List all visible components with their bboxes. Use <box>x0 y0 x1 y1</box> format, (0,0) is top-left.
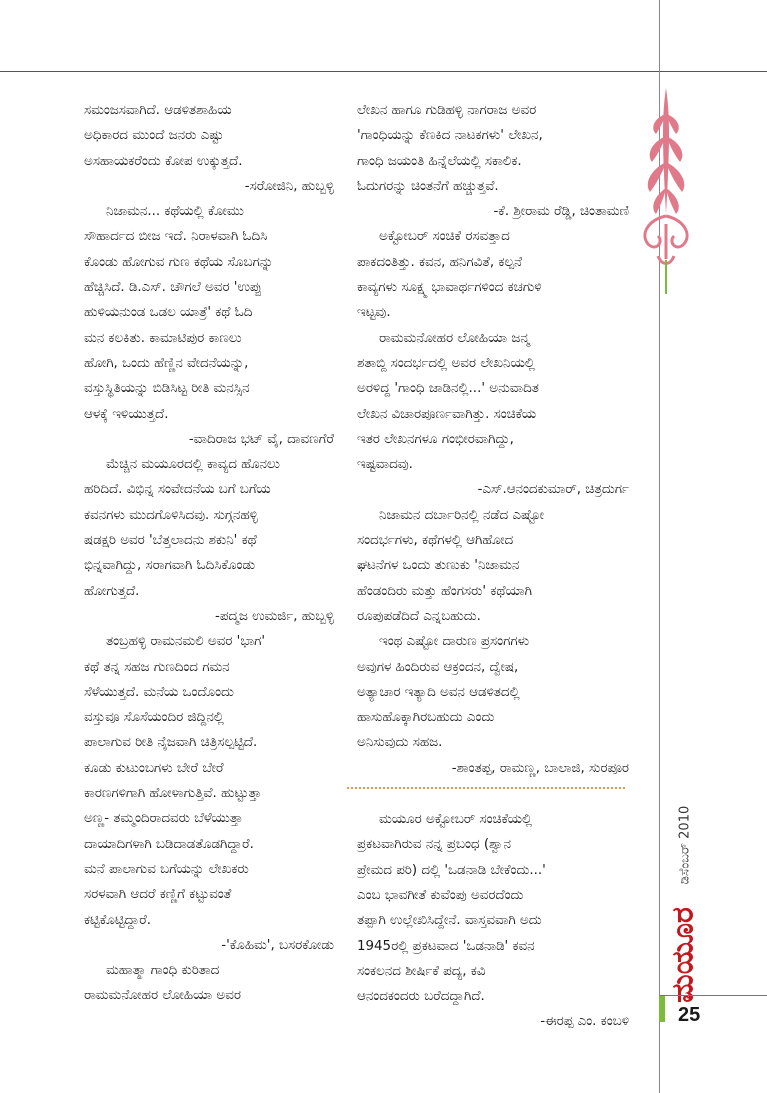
letter <box>84 199 334 452</box>
letter-line: ಅಧಿಕಾರದ ಮುಂದೆ ಜನರು ಎಷ್ಟು <box>84 128 224 144</box>
letter-line: ಅನಿಸುವುದು ಸಹಜ. <box>357 735 443 751</box>
letter-line: ಅರಳಿದ್ದ 'ಗಾಂಧಿ ಜಾಡಿನಲ್ಲಿ...' ಅನುವಾದಿತ <box>357 381 539 397</box>
letter-line: ಅಣ್ಣ- ತಮ್ಮಂದಿರಾದವರು ಬೆಳೆಯುತ್ತಾ <box>84 811 243 827</box>
letter-line: ಗಾಂಧಿ ಜಯಂತಿ ಹಿನ್ನೆಲೆಯಲ್ಲಿ ಸಕಾಲಿಕ. <box>357 153 522 169</box>
letter-line: ತಂಬ್ರಹಳ್ಳಿ ರಾಮನಮಲಿ ಅವರ 'ಭಾಗ' <box>106 634 266 650</box>
dotted-divider <box>347 787 625 789</box>
letter-line: ಷಡಕ್ಷರಿ ಅವರ 'ಬೆತ್ತಲಾದನು ಶಕುನಿ' ಕಥೆ <box>84 533 257 549</box>
letter-line: ಕಥೆ ತನ್ನ ಸಹಜ ಗುಣದಿಂದ ಗಮನ <box>84 659 230 675</box>
letter-line: ಮನ ಕಲಕಿತು. ಕಾಮಾಟಿಪುರ ಕಾಣಲು <box>84 330 242 346</box>
letter-line: ಶತಾಬ್ದಿ ಸಂದರ್ಭದಲ್ಲಿ ಅವರ ಲೇಖನಿಯಲ್ಲಿ <box>357 355 535 371</box>
letter-signature: -ಕೆ. ಶ್ರೀರಾಮ ರೆಡ್ಡಿ, ಚಿಂತಾಮಣಿ <box>493 204 629 220</box>
footer-rule <box>659 995 767 996</box>
letter-line: ಕೊಂಡು ಹೋಗುವ ಗುಣ ಕಥೆಯ ಸೊಬಗನ್ನು <box>84 254 274 270</box>
letter-line: ಘಟನೆಗಳ ಒಂದು ತುಣುಕು 'ನಿಜಾಮನ <box>357 558 520 574</box>
letter-line: ಸಮಂಜಸವಾಗಿದೆ. ಆಡಳಿತಶಾಹಿಯ <box>84 103 232 118</box>
letter-line: ಕೂಡು ಕುಟುಂಬಗಳು ಬೇರೆ ಬೇರೆ <box>84 760 224 776</box>
letter-line: ಓದುಗರನ್ನು ಚಿಂತನೆಗೆ ಹಚ್ಚುತ್ತವೆ. <box>357 178 499 194</box>
letter-line: ಮೆಚ್ಚಿನ ಮಯೂರದಲ್ಲಿ ಕಾವ್ಯದ ಹೊನಲು <box>106 457 280 473</box>
letter-line: ಹರಿದಿದೆ. ವಿಭಿನ್ನ ಸಂವೇದನೆಯ ಬಗೆ ಬಗೆಯ <box>84 482 271 498</box>
letter-line: ಸೌಹಾರ್ದದ ಬೀಜ ಇದೆ. ನಿರಾಳವಾಗಿ ಓದಿಸಿ <box>84 229 268 245</box>
letter-signature: -'ಕೊಹಿಮ', ಬಸರಕೋಡು <box>221 937 334 953</box>
letter <box>84 452 334 629</box>
letter-line: ದಾಯಾದಿಗಳಾಗಿ ಬಡಿದಾಡತೊಡಗಿದ್ದಾರೆ. <box>84 836 254 852</box>
middle-column <box>357 98 629 1035</box>
issue-date-label: ಡಿಸೆಂಬರ್ 2010 <box>677 805 693 885</box>
issue-date <box>660 775 710 915</box>
letter-line: ಪಾಲಾಗುವ ರೀತಿ ನೈಜವಾಗಿ ಚಿತ್ರಿಸಲ್ಪಟ್ಟಿದೆ. <box>84 735 258 751</box>
letter <box>357 807 629 1035</box>
letter-line: ಕಾವ್ಯಗಳು ಸೂಕ್ಷ್ಮ ಭಾವಾರ್ಥಗಳಿಂದ ಕಚಗುಳಿ <box>357 280 542 296</box>
letter-signature: -ಸರೋಜಿನಿ, ಹುಬ್ಬಳ್ಳಿ <box>244 178 334 194</box>
letter-line: ಭಿನ್ನವಾಗಿದ್ದು, ಸರಾಗವಾಗಿ ಓದಿಸಿಕೊಂಡು <box>84 558 256 574</box>
letter <box>357 98 629 224</box>
letter-line: ಸೆಳೆಯುತ್ತದೆ. ಮನೆಯ ಒಂದೊಂದು <box>84 684 234 700</box>
letter-line: ಲೇಖನ ವಿಚಾರಪೂರ್ಣವಾಗಿತ್ತು. ಸಂಚಿಕೆಯ <box>357 406 537 422</box>
letter-line: ಸರಳವಾಗಿ ಆದರೆ ಕಣ್ಣಿಗೆ ಕಟ್ಟುವಂತೆ <box>84 887 232 903</box>
letter-line: ಆಳಕ್ಕೆ ಇಳಿಯುತ್ತದೆ. <box>84 406 169 422</box>
letter-line: ಪ್ರಕಟವಾಗಿರುವ ನನ್ನ ಪ್ರಬಂಧ (ಶ್ವಾನ <box>357 837 511 853</box>
letter-line: ಕಟ್ಟಿಕೊಟ್ಟಿದ್ದಾರೆ. <box>84 912 152 928</box>
letter-signature: -ಈರಪ್ಪ ಎಂ. ಕಂಬಳಿ <box>540 1014 629 1030</box>
letter-line: ಹೆಚ್ಚಿಸಿದೆ. ಡಿ.ಎಸ್. ಚೌಗಲೆ ಅವರ 'ಉಪ್ಪು <box>84 280 262 296</box>
letter-signature: -ಎಸ್.ಆನಂದಕುಮಾರ್, ಚಿತ್ರದುರ್ಗ <box>477 482 629 498</box>
letter-line: ಅಸಹಾಯಕರೆಂದು ಕೋಪ ಉಕ್ಕುತ್ತದೆ. <box>84 153 243 169</box>
letter-line: ಇತರ ಲೇಖನಗಳೂ ಗಂಭೀರವಾಗಿದ್ದು, <box>357 431 514 447</box>
letter-line: ಅತ್ಯಾಚಾರ ಇತ್ಯಾದಿ ಅವನ ಆಡಳಿತದಲ್ಲಿ <box>357 684 520 700</box>
letter-line: ಹೋಗುತ್ತದೆ. <box>84 583 140 599</box>
letter-line: ಅಕ್ಟೋಬರ್ ಸಂಚಿಕೆ ರಸವತ್ತಾದ <box>379 229 510 245</box>
letter-line: ರಾಮಮನೋಹರ ಲೋಹಿಯಾ ಜನ್ಮ <box>379 330 530 346</box>
letter <box>84 629 334 958</box>
letter-line: ಇಂಥ ಎಷ್ಟೋ ದಾರುಣ ಪ್ರಸಂಗಗಳು <box>379 634 530 650</box>
letter-signature: -ಶಾಂತಪ್ಪ, ರಾಮಣ್ಣ, ಬಾಲಾಜಿ, ಸುರಪೂರ <box>451 760 629 776</box>
letter-line: ತಪ್ಪಾಗಿ ಉಲ್ಲೇಖಿಸಿದ್ದೇನೆ. ವಾಸ್ತವವಾಗಿ ಅದು <box>357 913 542 929</box>
letter-line: ಮಯೂರ ಅಕ್ಟೋಬರ್ ಸಂಚಿಕೆಯಲ್ಲಿ <box>379 812 533 828</box>
letter-line: ಇಷ್ಟವಾದವು. <box>357 457 413 473</box>
magazine-name <box>655 907 711 1003</box>
letter <box>357 224 629 502</box>
letter-line: ಮನೆ ಪಾಲಾಗುವ ಬಗೆಯನ್ನು ಲೇಖಕರು <box>84 861 249 877</box>
letter-line: ಸಂದರ್ಭಗಳು, ಕಥೆಗಳಲ್ಲಿ ಆಗಿಹೋದ <box>357 533 514 549</box>
letter-line: ಹೆಂಡಂದಿರು ಮತ್ತು ಹೆಂಗಸರು' ಕಥೆಯಾಗಿ <box>357 583 532 599</box>
letter-line: ರಾಮಮನೋಹರ ಲೋಹಿಯಾ ಅವರ <box>84 988 241 1004</box>
magazine-name-label: ಮಯೂರ <box>665 907 701 1003</box>
letter-line: ನಿಜಾಮನ... ಕಥೆಯಲ್ಲಿ ಕೋಮು <box>106 204 244 220</box>
letter-line: ಕವನಗಳು ಮುದಗೊಳಿಸಿದವು. ಸುಗ್ಗನಹಳ್ಳಿ <box>84 507 258 523</box>
top-rule <box>0 71 767 72</box>
letter-line: ಎಂಬ ಭಾವಗೀತೆ ಕುವೆಂಪು ಅವರದೆಂದು <box>357 887 524 903</box>
page-number: 25 <box>678 1004 701 1026</box>
letter-line: 'ಗಾಂಧಿಯನ್ನು ಕೆಣಕಿದ ನಾಟಕಗಳು' ಲೇಖನ, <box>357 128 543 144</box>
letter-line: ಮಹಾತ್ಮಾ ಗಾಂಧಿ ಕುರಿತಾದ <box>106 963 220 979</box>
letter-line: ಹುಳಿಯನುಂಡ ಒಡಲ ಯಾತ್ರೆ' ಕಥೆ ಓದಿ <box>84 305 253 321</box>
letter-line: ಸಂಕಲನದ ಶೀರ್ಷಿಕೆ ಪದ್ಯ, ಕವಿ <box>357 963 486 979</box>
floral-ornament-icon <box>634 84 698 294</box>
margin-accent-bar <box>659 996 665 1022</box>
letter-line: ಅವುಗಳ ಹಿಂದಿರುವ ಆಕ್ರಂದನ, ದ್ವೇಷ, <box>357 659 519 675</box>
letter-line: ಆನಂದಕಂದರು ಬರೆದದ್ದಾಗಿದೆ. <box>357 989 485 1005</box>
left-column <box>84 98 334 1009</box>
letter-line: ಲೇಖನ ಹಾಗೂ ಗುಡಿಹಳ್ಳಿ ನಾಗರಾಜ ಅವರ <box>357 103 537 118</box>
letter <box>84 98 334 199</box>
letter-line: ಪ್ರೇಮದ ಪರಿ) ದಲ್ಲಿ 'ಒಡನಾಡಿ ಬೇಕೆಂದು...' <box>357 862 546 878</box>
letter-line: ಹೋಗಿ, ಒಂದು ಹೆಣ್ಣಿನ ವೇದನೆಯನ್ನು, <box>84 355 249 371</box>
letter <box>84 958 334 1009</box>
letter <box>357 503 629 781</box>
letter-line: ಹಾಸುಹೊಕ್ಕಾಗಿರಬಹುದು ಎಂದು <box>357 710 495 726</box>
letter-line: ರೂಪುಪಡೆದಿದೆ ಎನ್ನಬಹುದು. <box>357 608 481 624</box>
letter-line: 1945ರಲ್ಲಿ ಪ್ರಕಟವಾದ 'ಒಡನಾಡಿ' ಕವನ <box>357 938 535 954</box>
letter-line: ವಸ್ತುವೂ ಸೊಸೆಯಂದಿರ ಜಿದ್ದಿನಲ್ಲಿ <box>84 710 224 726</box>
letter-line: ಪಾಕದಂತಿತ್ತು. ಕವನ, ಹನಿಗವಿತೆ, ಕಲ್ಪನೆ <box>357 254 523 270</box>
letter-line: ನಿಜಾಮನ ದರ್ಬಾರಿನಲ್ಲಿ ನಡೆದ ಎಷ್ಟೋ <box>379 507 544 523</box>
letter-line: ಕಾರಣಗಳಿಗಾಗಿ ಹೋಳಾಗುತ್ತಿವೆ. ಹುಟ್ಟುತ್ತಾ <box>84 786 262 802</box>
letter-line: ಇಟ್ಟವು. <box>357 305 391 321</box>
letter-signature: -ಪದ್ಮಜ ಉಮರ್ಜಿ, ಹುಬ್ಬಳ್ಳಿ <box>215 608 334 624</box>
letter-line: ವಸ್ತುಸ್ಥಿತಿಯನ್ನು ಬಿಡಿಸಿಟ್ಟ ರೀತಿ ಮನಸ್ಸಿನ <box>84 381 250 397</box>
letter-signature: -ವಾದಿರಾಜ ಭಟ್ ವೈ, ದಾವಣಗೆರೆ <box>188 431 334 447</box>
